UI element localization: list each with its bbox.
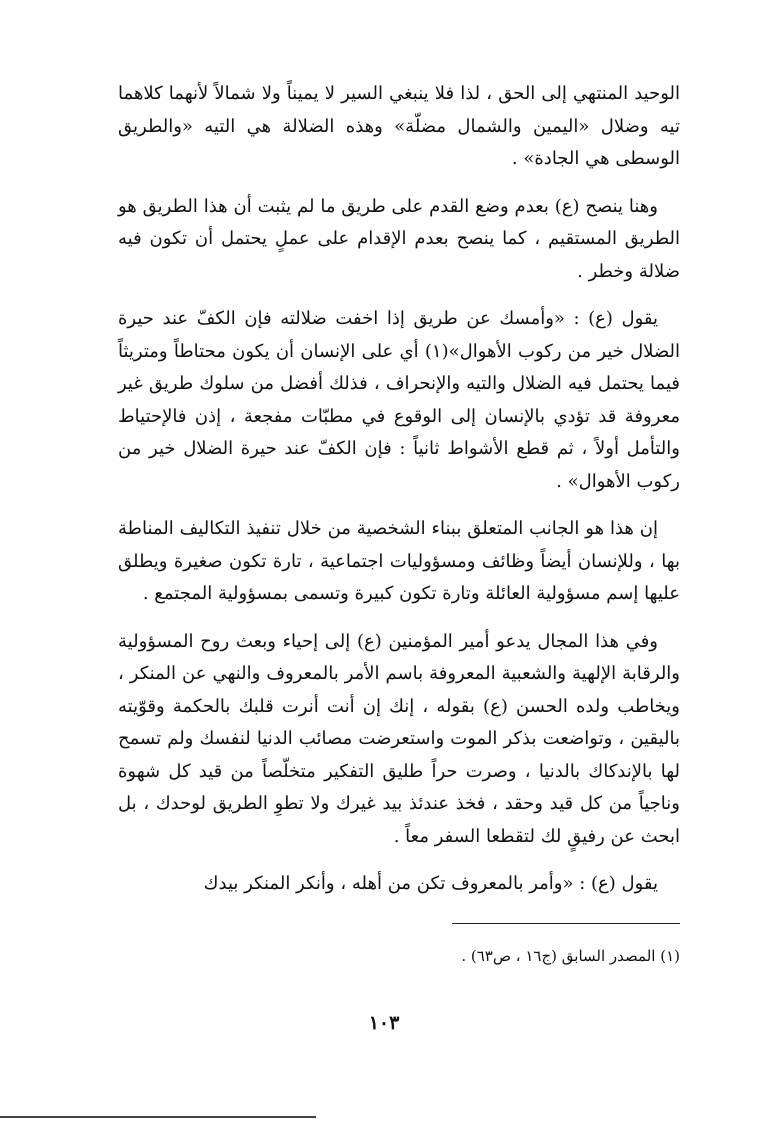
- paragraph-1: الوحيد المنتهي إلى الحق ، لذا فلا ينبغي السير لا يميناً ولا شمالاً لأنهما كلاهما تيه وضلال «اليمين والشمال مضلّة» وهذه الضلالة هي التيه «والطريق الوسطى هي الجادة» .: [118, 83, 680, 169]
- paragraph-4: إن هذا هو الجانب المتعلق ببناء الشخصية من خلال تنفيذ التكاليف المناطة بها ، وللإنسان أيضاً وظائف ومسؤوليات اجتماعية ، تارة تكون صغيرة ويطلق عليها إسم مسؤولية العائلة وتارة تكون كبيرة وتسمى بمسؤولية المجتمع .: [118, 518, 680, 604]
- paragraph-5: وفي هذا المجال يدعو أمير المؤمنين (ع) إلى إحياء وبعث روح المسؤولية والرقابة الإلهية والشعبية المعروفة باسم الأمر بالمعروف والنهي عن المنكر ، ويخاطب ولده الحسن (ع) بقوله ، إنك إن أنت أنرت قلبك بالحكمة وقوّيته باليقين ، وتواضعت بذكر الموت واستعرضت مصائب الدنيا لنفسك ولم تسمح لها بالإندكاك بالدنيا ، وصرت حراً طليق التفكير متخلّصاً من قيد كل شهوة وناجياً من كل قيد وحقد ، فخذ عندئذ بيد غيرك ولا تطوِ الطريق لوحدك ، بل ابحث عن رفيقٍ لك لتقطعا السفر معاً .: [118, 630, 680, 847]
- footnote: (١) المصدر السابق (ج١٦ ، ص٦٣) .: [461, 947, 680, 965]
- main-text: [118, 78, 680, 916]
- scan-edge-line: [0, 1116, 316, 1118]
- paragraph-6: يقول (ع) : «وأمر بالمعروف تكن من أهله ، وأنكر المنكر بيدك: [203, 873, 658, 894]
- paragraph-2: وهنا ينصح (ع) بعدم وضع القدم على طريق ما لم يثبت أن هذا الطريق هو الطريق المستقيم ، كما ينصح بعدم الإقدام على عملٍ يحتمل أن تكون فيه ضلالة وخطر .: [118, 195, 680, 282]
- paragraph-3: يقول (ع) : «وأمسك عن طريق إذا اخفت ضلالته فإن الكفّ عند حيرة الضلال خير من ركوب الأهوال»(١) أي على الإنسان أن يكون محتاطاً ومتريثاً فيما يحتمل فيه الضلال والتيه والإنحراف ، فذلك أفضل من سلوك طريق غير معروفة قد تؤدي بالإنسان إلى الوقوع في مطبّات مفجعة ، إذن فالإحتياط والتأمل أولاً ، ثم قطع الأشواط ثانياً : فإن الكفّ عند حيرة الضلال خير من ركوب الأهوال» .: [118, 308, 681, 492]
- page-number: ١٠٣: [368, 1012, 400, 1034]
- footnote-divider: [452, 923, 680, 924]
